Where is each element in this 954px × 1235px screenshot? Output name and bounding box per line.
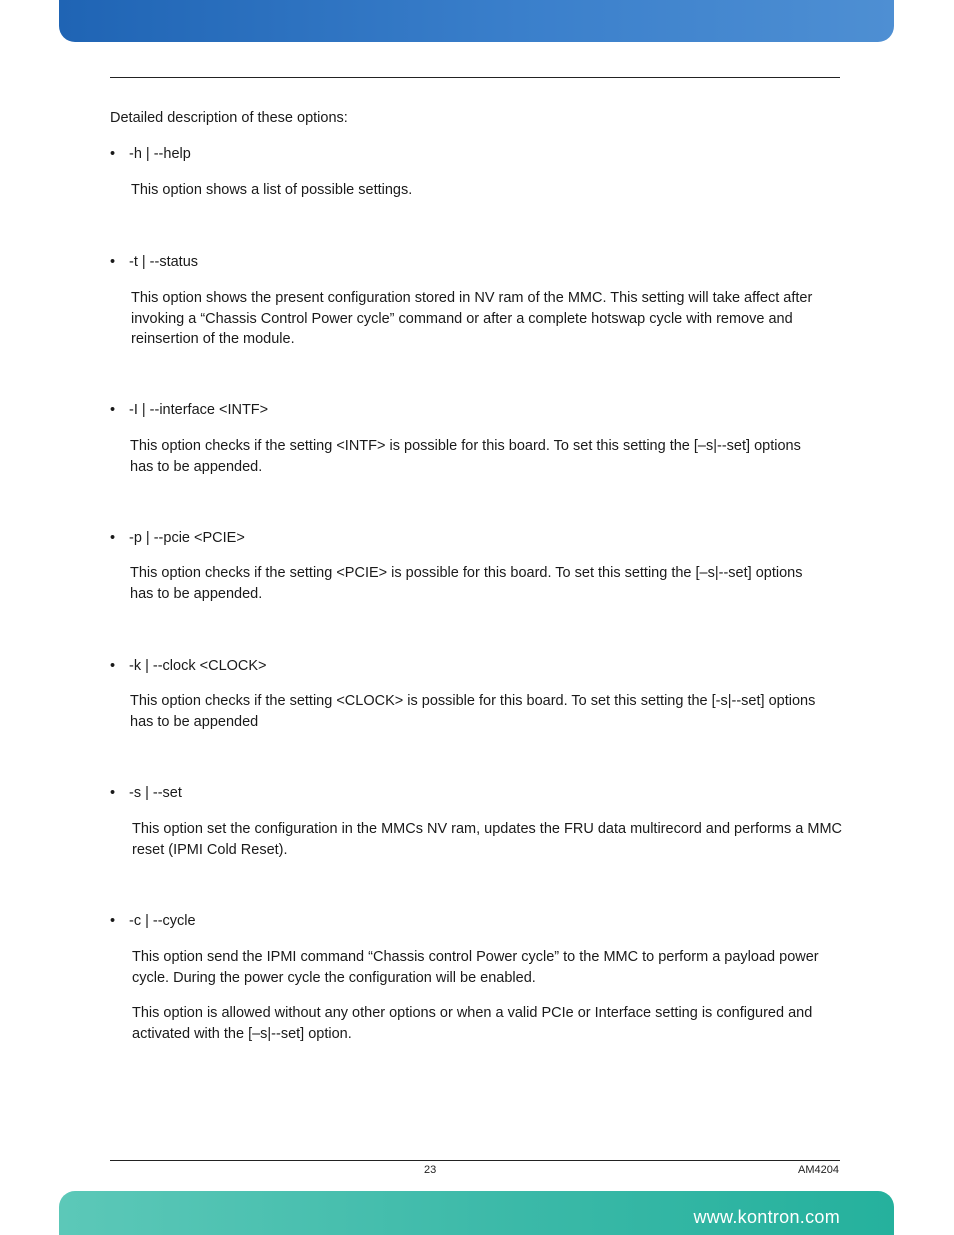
option-description: This option checks if the setting <CLOCK> is possible for this board. To set this setting the [-s|--set] options has to be appended [130, 693, 816, 730]
bullet: • [110, 402, 116, 418]
option-flag: -h | --help [129, 146, 191, 162]
footer-banner [59, 1191, 894, 1235]
option-flag: -k | --clock <CLOCK> [129, 658, 267, 674]
bullet: • [110, 254, 116, 270]
bullet: • [110, 146, 116, 162]
option-flag: -c | --cycle [129, 913, 196, 929]
option-flag: -s | --set [129, 785, 182, 801]
page-number: 23 [424, 1164, 437, 1176]
bullet: • [110, 658, 116, 674]
option-description: This option checks if the setting <INTF> is possible for this board. To set this setting the [–s|--set] options has to be appended. [130, 438, 801, 475]
option-description: This option checks if the setting <PCIE> is possible for this board. To set this setting the [–s|--set] options has to be appended. [130, 565, 803, 602]
bullet: • [110, 785, 116, 801]
option-description: This option shows a list of possible settings. [131, 182, 413, 198]
option-description: This option send the IPMI command “Chassis control Power cycle” to the MMC to perform a payload power cycle. During the power cycle the configuration will be enabled. [132, 949, 819, 986]
option-description: This option is allowed without any other options or when a valid PCIe or Interface setting is configured and activated with the [–s|--set] option. [132, 1005, 813, 1042]
bullet: • [110, 913, 116, 929]
footer-rule [110, 1160, 840, 1161]
website-link[interactable]: www.kontron.com [693, 1207, 840, 1227]
bullet: • [110, 530, 116, 546]
option-description: This option shows the present configuration stored in NV ram of the MMC. This setting will take affect after invoking a “Chassis Control Power cycle” command or after a complete hotswap cycle with remove and reinsertion of the module. [131, 290, 813, 347]
option-description: This option set the configuration in the MMCs NV ram, updates the FRU data multirecord and performs a MMC reset (IPMI Cold Reset). [132, 821, 842, 858]
option-flag: -t | --status [129, 254, 199, 270]
option-flag: -p | --pcie <PCIE> [129, 530, 245, 546]
option-flag: -I | --interface <INTF> [129, 402, 269, 418]
document-id: AM4204 [798, 1164, 839, 1176]
header-rule [110, 77, 840, 78]
intro-text: Detailed description of these options: [110, 110, 348, 126]
header-banner [59, 0, 894, 42]
